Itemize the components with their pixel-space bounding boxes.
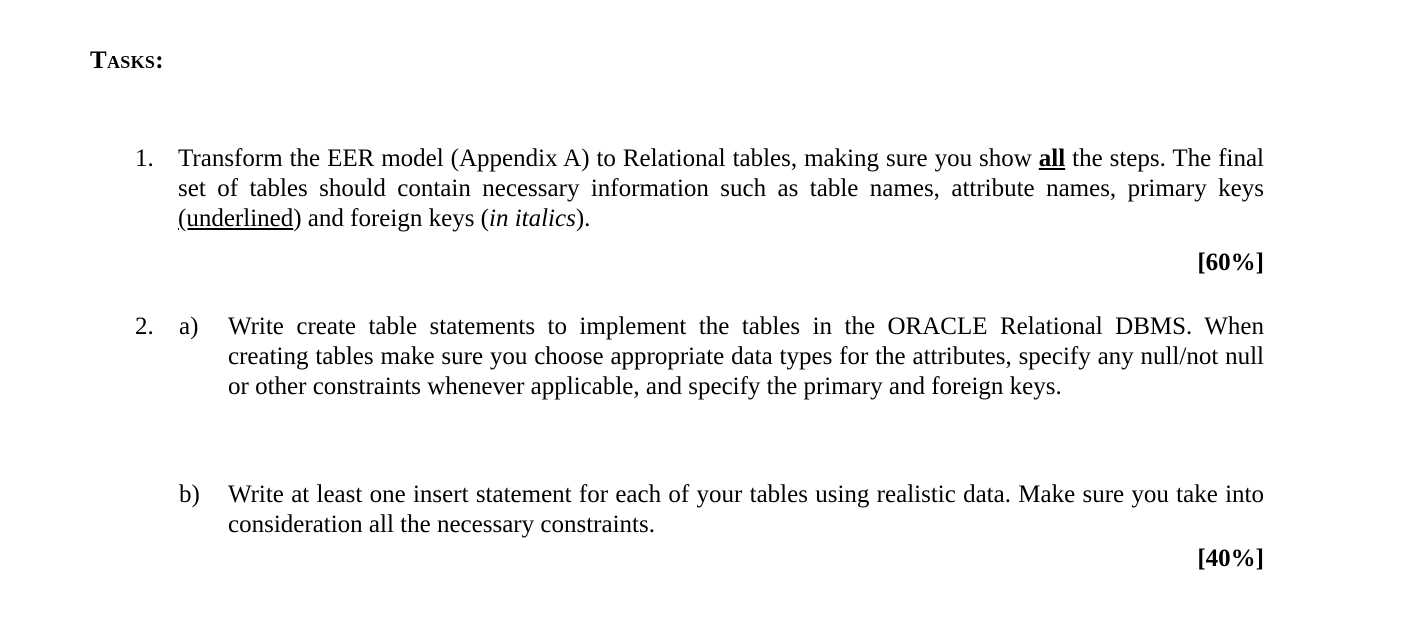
underlined-note: (underlined: [178, 205, 294, 232]
page-heading: Tasks:: [90, 47, 164, 74]
task-1-text: [178, 144, 1264, 234]
task-2a-text: Write create table statements to implement the tables in the ORACLE Relational DBMS. When creating tables make sure you choose appropriate data types for the attributes, specify any null/not null or other constraints whenever applicable, and specify the primary and foreign keys.: [228, 313, 1264, 400]
task-2b-text: Write at least one insert statement for each of your tables using realistic data. Make sure you take into consideration all the necessary constraints.: [228, 481, 1264, 538]
emphasis-all: all: [1038, 145, 1066, 172]
task-1-text-part: Transform the EER model (Appendix A) to Relational tables, making sure you show: [178, 145, 1039, 172]
task-1-text-part: the steps. The final set of tables should contain necessary information such as table names, attribute names, primary keys: [178, 145, 1264, 202]
task-1-text-part: ).: [575, 205, 591, 232]
task-2a-label: a): [179, 313, 199, 340]
task-1-number: 1.: [135, 145, 154, 172]
task-1-weight: [60%]: [1197, 249, 1264, 276]
task-2b-label: b): [179, 481, 200, 508]
italic-note: in italics: [489, 205, 576, 232]
task-2-weight: [40%]: [1197, 545, 1264, 572]
task-1-text-part: ) and foreign keys (: [293, 205, 489, 232]
task-2-number: 2.: [135, 313, 154, 340]
